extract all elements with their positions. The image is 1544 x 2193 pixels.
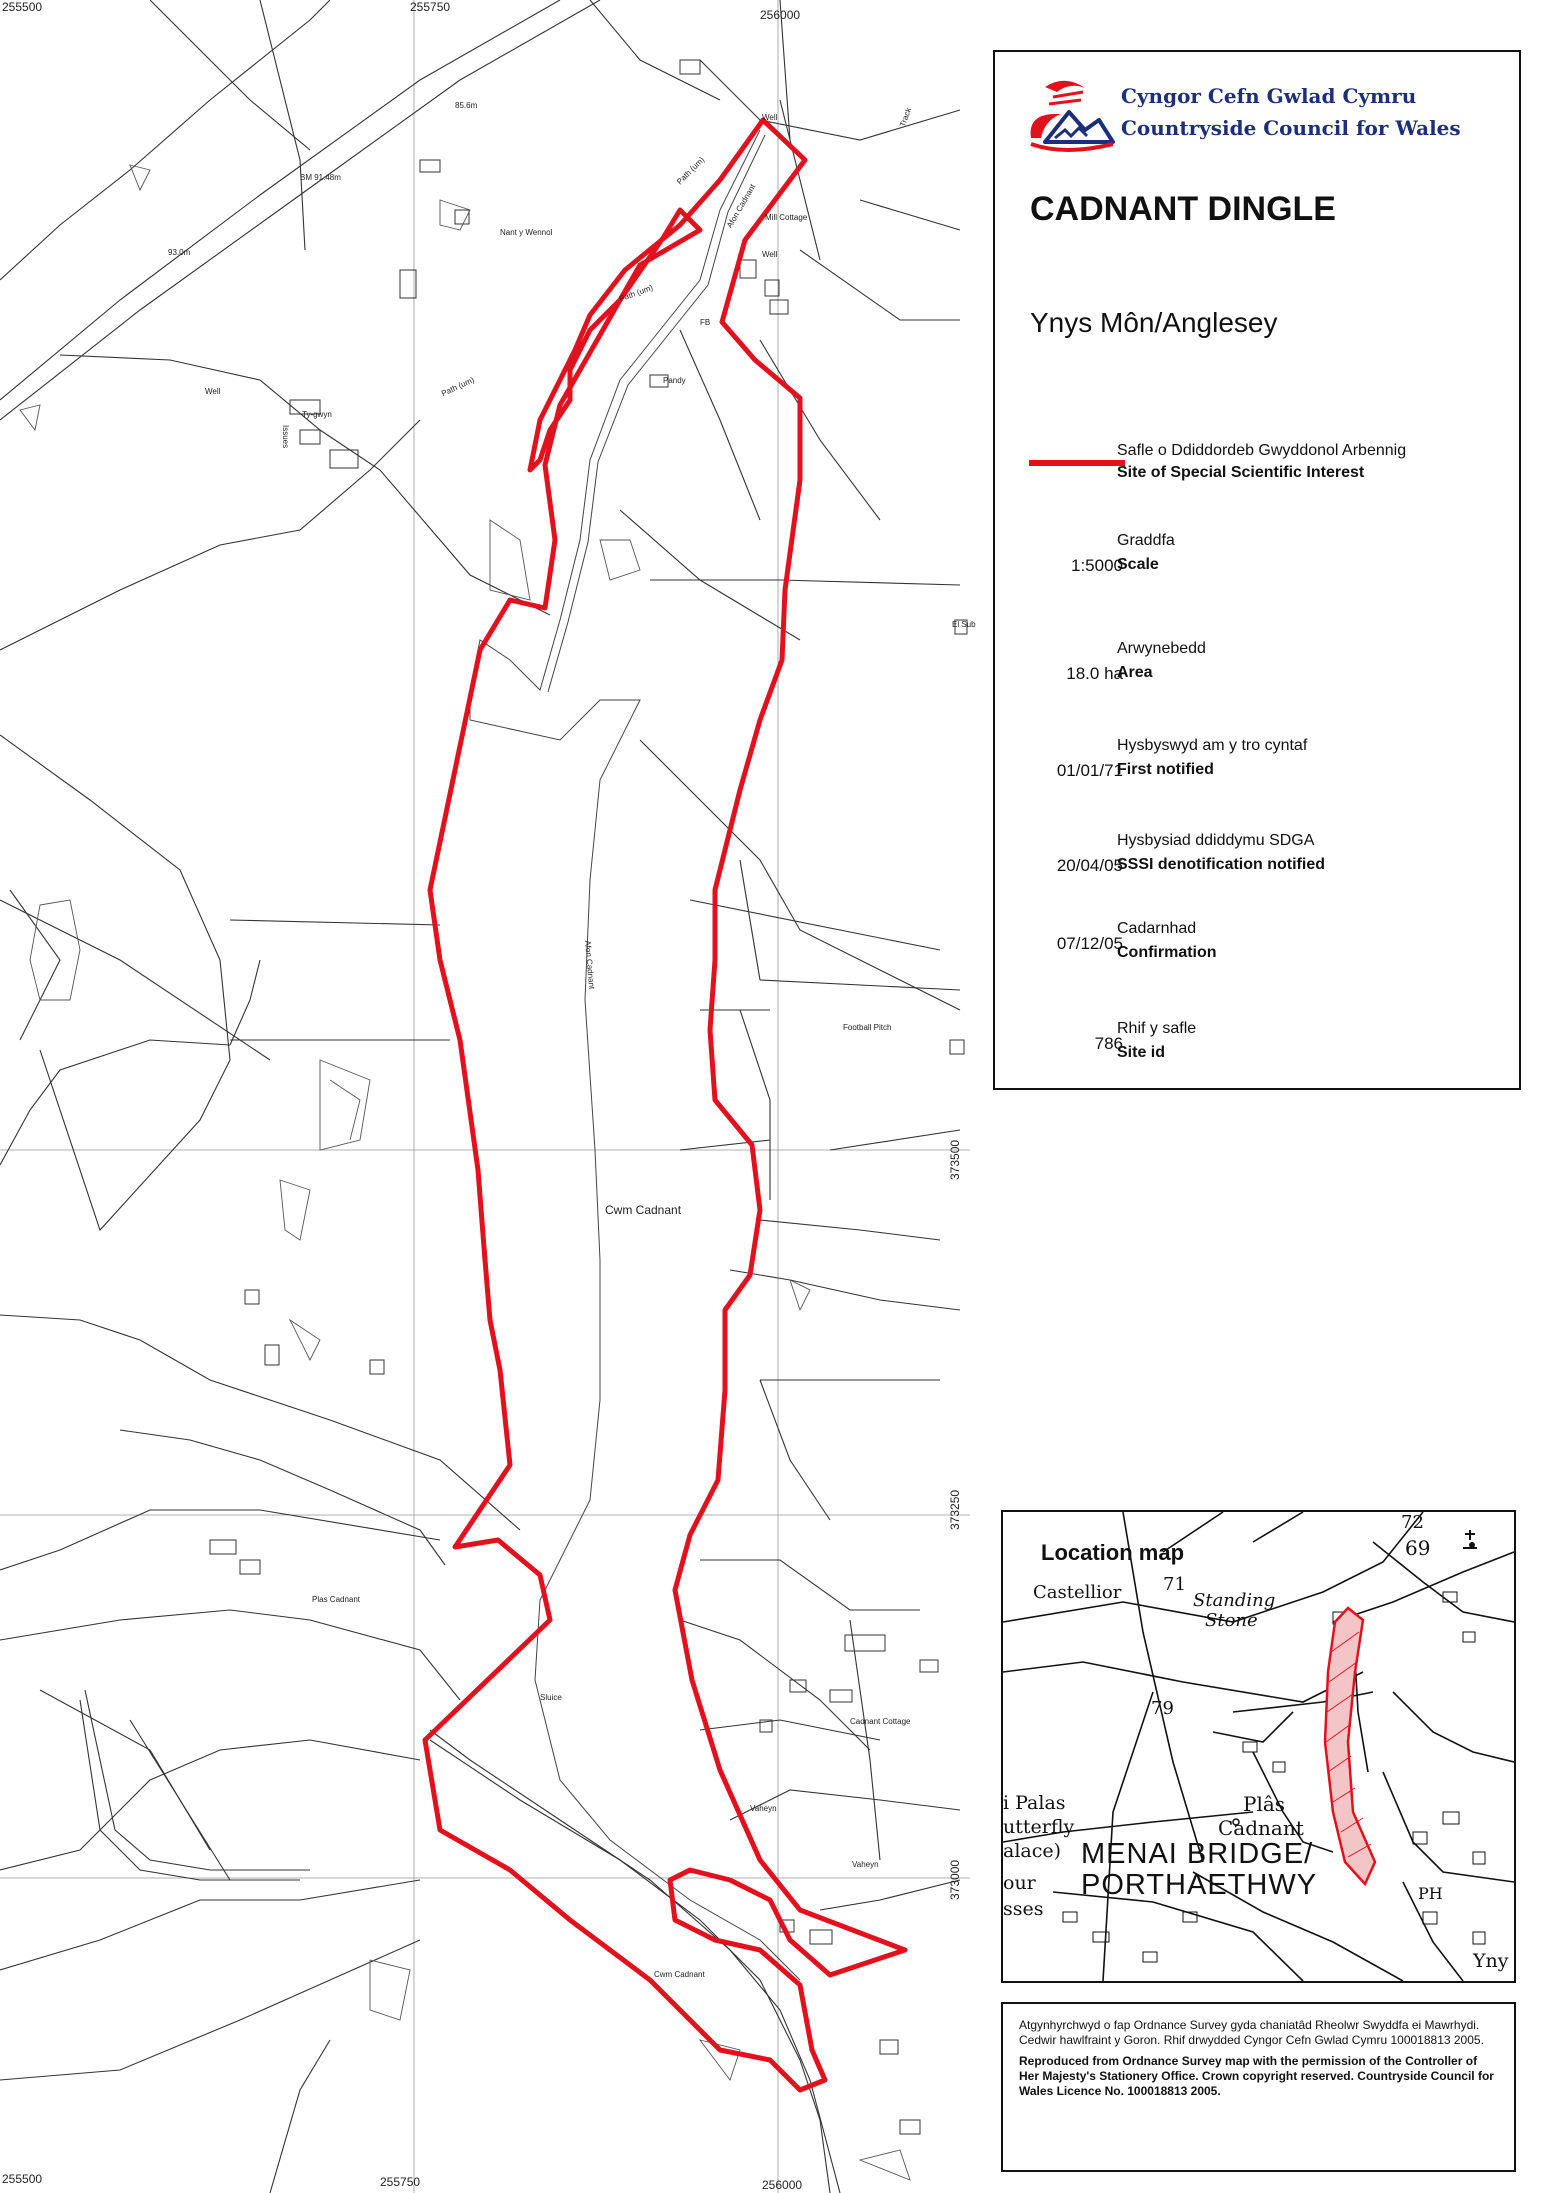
scale-label-welsh: Graddfa bbox=[1117, 532, 1175, 549]
site-id-value: 786 bbox=[1094, 1034, 1123, 1053]
location-sssi-area bbox=[1325, 1608, 1375, 1884]
legend-row-site-id bbox=[995, 1020, 1523, 1090]
scale-value: 1:5000 bbox=[1071, 556, 1123, 575]
loc-ynys: Yny bbox=[1473, 1950, 1509, 1972]
grid-label-y-1: 373500 bbox=[948, 1139, 962, 1180]
loc-standing: Standing bbox=[1193, 1590, 1276, 1611]
grid-label-x-bottom-2: 255750 bbox=[380, 2175, 421, 2189]
label-vaheyn-b: Vaheyn bbox=[852, 1860, 879, 1869]
location-map bbox=[1001, 1510, 1516, 1983]
grid-label-x-bottom-1: 255500 bbox=[2, 2172, 43, 2186]
first-notified-label-welsh: Hysbyswyd am y tro cyntaf bbox=[1117, 737, 1308, 754]
label-well-mid: Well bbox=[762, 250, 778, 259]
label-bm: BM 91.48m bbox=[300, 173, 341, 182]
legend-row-area bbox=[995, 640, 1523, 710]
loc-ph: PH bbox=[1418, 1884, 1443, 1903]
label-afon-cadnant-north: Afon Cadnant bbox=[725, 182, 758, 230]
legend-row-first-notified bbox=[995, 737, 1523, 807]
confirmation-label-english: Confirmation bbox=[1117, 944, 1217, 961]
scale-label-english: Scale bbox=[1117, 556, 1159, 573]
label-nant-y-wennol: Nant y Wennol bbox=[500, 228, 553, 237]
label-plas-cadnant: Plas Cadnant bbox=[312, 1595, 361, 1604]
first-notified-value: 01/01/71 bbox=[1056, 761, 1123, 780]
label-ty-gwyn: Ty-gwyn bbox=[302, 410, 332, 419]
loc-sses: sses bbox=[1003, 1898, 1044, 1920]
confirmation-value: 07/12/05 bbox=[1056, 934, 1123, 953]
legend-panel bbox=[993, 50, 1521, 1090]
label-issues: Issues bbox=[281, 425, 290, 449]
site-id-label-welsh: Rhif y safle bbox=[1117, 1020, 1197, 1037]
copyright-english: Reproduced from Ordnance Survey map with the permission of the Controller of Her Majesty's Stationery Office. Crown copyright reserved. Countryside Council for Wales Licence No. 100018813 2005. bbox=[1019, 2054, 1494, 2098]
ccw-logo bbox=[1025, 72, 1495, 162]
org-name-welsh: Cyngor Cefn Gwlad Cymru bbox=[1121, 84, 1417, 108]
loc-num-72: 72 bbox=[1401, 1512, 1424, 1533]
loc-plas: Plâs bbox=[1243, 1792, 1286, 1816]
label-cwm-cadnant-south: Cwm Cadnant bbox=[654, 1970, 705, 1979]
afon-cadnant-stream bbox=[470, 130, 800, 1980]
label-football-pitch: Football Pitch bbox=[843, 1023, 892, 1032]
label-mill-cottage: Mill Cottage bbox=[765, 213, 808, 222]
label-spot-93: 93.0m bbox=[168, 248, 191, 257]
site-id-label-english: Site id bbox=[1117, 1044, 1166, 1061]
site-region: Ynys Môn/Anglesey bbox=[1030, 307, 1278, 338]
loc-alace: alace) bbox=[1003, 1840, 1062, 1862]
label-path-north: Path (um) bbox=[675, 155, 707, 187]
loc-palas: i Palas bbox=[1003, 1792, 1066, 1814]
buildings bbox=[210, 60, 967, 2134]
label-cwm-cadnant: Cwm Cadnant bbox=[605, 1203, 682, 1217]
area-label-welsh: Arwynebedd bbox=[1117, 640, 1206, 657]
loc-stone: Stone bbox=[1205, 1610, 1258, 1631]
site-title: CADNANT DINGLE bbox=[1030, 190, 1336, 228]
label-track: Track bbox=[898, 106, 914, 129]
loc-cadnant: Cadnant bbox=[1218, 1816, 1304, 1840]
grid-label-y-3: 373000 bbox=[948, 1859, 962, 1900]
church-dot-icon bbox=[1469, 1542, 1475, 1548]
label-pandy: Pandy bbox=[663, 376, 686, 385]
grid-label-y-2: 373250 bbox=[948, 1489, 962, 1530]
legend-key-row bbox=[995, 442, 1523, 512]
grid-label-x-top-1: 255500 bbox=[2, 0, 43, 14]
label-path-west: Path (um) bbox=[440, 375, 476, 399]
key-label-english: Site of Special Scientific Interest bbox=[1117, 464, 1365, 481]
grid-label-x-bottom-3: 256000 bbox=[762, 2178, 803, 2192]
loc-porthaethwy: PORTHAETHWY bbox=[1081, 1869, 1318, 1901]
legend-row-confirmation bbox=[995, 920, 1523, 990]
legend-row-scale bbox=[995, 532, 1523, 602]
label-well-west: Well bbox=[205, 387, 221, 396]
first-notified-label-english: First notified bbox=[1117, 761, 1214, 778]
confirmation-label-welsh: Cadarnhad bbox=[1117, 920, 1197, 937]
key-label-welsh: Safle o Ddiddordeb Gwyddonol Arbennig bbox=[1117, 442, 1407, 459]
grid-label-x-top-2: 255750 bbox=[410, 0, 451, 14]
label-fb: FB bbox=[700, 318, 711, 327]
label-sluice: Sluice bbox=[540, 1693, 562, 1702]
label-vaheyn-a: Vaheyn bbox=[750, 1804, 777, 1813]
legend-row-denotification bbox=[995, 832, 1523, 902]
label-spot-85: 85.6m bbox=[455, 101, 478, 110]
area-label-english: Area bbox=[1117, 664, 1153, 681]
copyright-welsh: Atgynhyrchwyd o fap Ordnance Survey gyda chaniatâd Rheolwr Swyddfa ei Mawrhydi. Cedwir hawlfraint y Goron. Rhif drwydded Cyngor Cefn Gwlad Cymru 100018813 2005. bbox=[1019, 2018, 1484, 2047]
area-value: 18.0 ha bbox=[1066, 664, 1123, 683]
loc-castellior: Castellior bbox=[1033, 1582, 1122, 1603]
loc-num-69: 69 bbox=[1405, 1536, 1431, 1560]
org-name-english: Countryside Council for Wales bbox=[1121, 116, 1461, 140]
denotification-value: 20/04/05 bbox=[1056, 856, 1123, 875]
grid-label-x-top-3: 256000 bbox=[760, 8, 801, 22]
label-path-mid: Path (um) bbox=[618, 282, 655, 304]
loc-num-79: 79 bbox=[1151, 1698, 1174, 1719]
loc-num-71: 71 bbox=[1163, 1574, 1186, 1595]
loc-utterfly: utterfly bbox=[1003, 1816, 1075, 1838]
label-el-sub: El Sub bbox=[952, 620, 976, 629]
denotification-label-english: SSSI denotification notified bbox=[1117, 856, 1325, 873]
loc-menai-bridge: MENAI BRIDGE/ bbox=[1081, 1838, 1314, 1870]
label-well-north: Well bbox=[762, 113, 778, 122]
label-cadnant-cottage: Cadnant Cottage bbox=[850, 1717, 911, 1726]
location-map-title: Location map bbox=[1041, 1540, 1185, 1565]
label-afon-cadnant-mid: Afon Cadnant bbox=[583, 940, 597, 990]
loc-our: our bbox=[1003, 1872, 1036, 1894]
copyright-notice bbox=[1001, 2002, 1516, 2172]
ccw-mountain-icon bbox=[1025, 72, 1115, 162]
denotification-label-welsh: Hysbysiad ddiddymu SDGA bbox=[1117, 832, 1315, 849]
